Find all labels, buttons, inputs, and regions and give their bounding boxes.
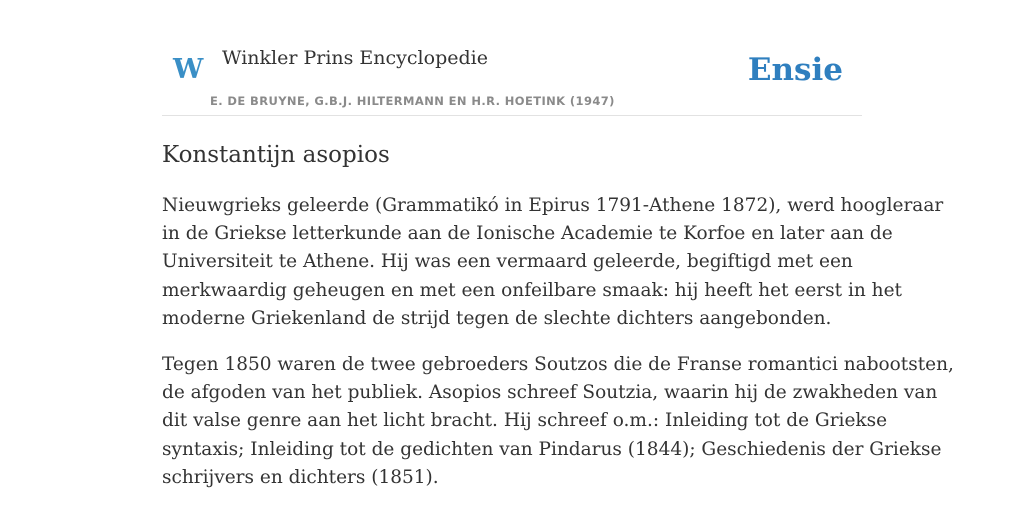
encyclopedia-logo[interactable]: W — [173, 54, 204, 85]
paragraph-line: de afgoden van het publiek. Asopios schreef Soutzia, waarin hij de zwakheden van — [162, 382, 938, 404]
article-paragraph — [162, 351, 954, 492]
paragraph-line: Nieuwgrieks geleerde (Grammatikó in Epirus 1791-Athene 1872), werd hoogleraar — [162, 195, 944, 216]
paragraph-line: moderne Griekenland de strijd tegen de slechte dichters aangebonden. — [162, 307, 832, 329]
paragraph-line: dit valse genre aan het licht bracht. Hij schreef o.m.: Inleiding tot de Griekse — [162, 410, 888, 432]
article-paragraph — [162, 192, 944, 333]
paragraph-line: Tegen 1850 waren de twee gebroeders Soutzos die de Franse romantici nabootsten, — [162, 354, 954, 376]
article-body — [162, 192, 954, 510]
brand-logo[interactable]: Ensie — [747, 52, 843, 88]
paragraph-line: schrijvers en dichters (1851). — [162, 466, 439, 488]
article-headword: Konstantijn asopios — [162, 142, 390, 168]
site-header — [162, 40, 862, 116]
paragraph-line: syntaxis; Inleiding tot de gedichten van Pindarus (1844); Geschiedenis der Griekse — [162, 438, 942, 460]
encyclopedia-authors: E. DE BRUYNE, G.B.J. HILTERMANN EN H.R. HOETINK (1947) — [210, 94, 615, 108]
paragraph-line: merkwaardig geheugen en met een onfeilbare smaak: hij heeft het eerst in het — [162, 279, 902, 301]
paragraph-line: in de Griekse letterkunde aan de Ionische Academie te Korfoe en later aan de — [162, 223, 893, 245]
paragraph-line: Universiteit te Athene. Hij was een vermaard geleerde, begiftigd met een — [162, 251, 853, 273]
encyclopedia-title[interactable]: Winkler Prins Encyclopedie — [222, 47, 488, 69]
